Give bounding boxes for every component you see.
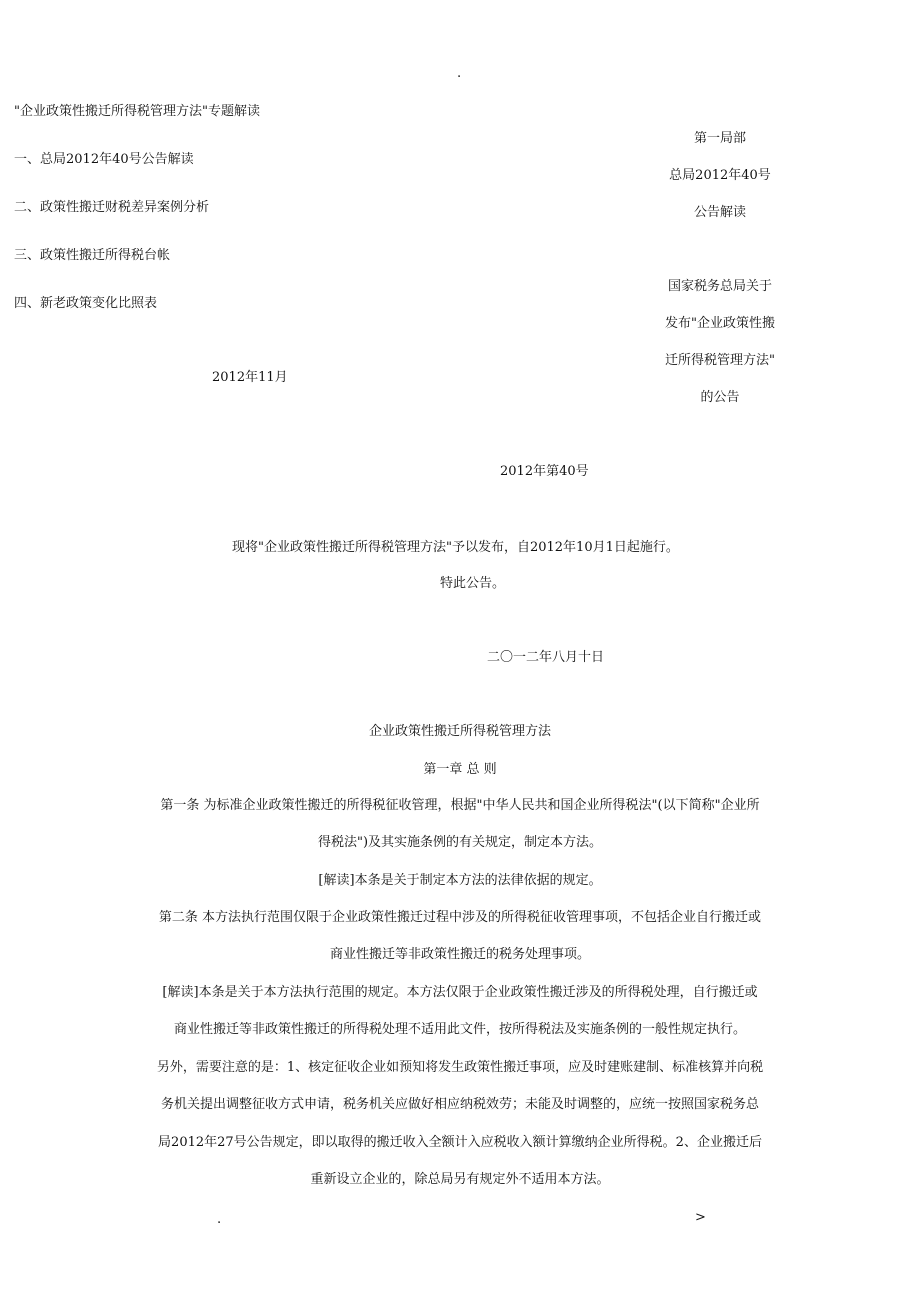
toc-item: 三、政策性搬迁所得税台帐	[14, 248, 171, 263]
announcement-date: 二〇一二年八月十日	[487, 650, 605, 665]
announcement-closing: 特此公告。	[440, 576, 506, 591]
notice-title-line: 的公告	[700, 390, 740, 405]
regulation-line: 局2012年27号公告规定，即以取得的搬迁收入全额计入应税收入额计算缴纳企业所得税。2、企业搬迁后	[158, 1135, 762, 1150]
footer-dot: .	[217, 1212, 222, 1227]
notice-title-line: 迁所得税管理方法"	[665, 353, 775, 368]
regulation-title: 企业政策性搬迁所得税管理方法	[368, 724, 551, 739]
regulation-line: [解读]本条是关于本方法执行范围的规定。本方法仅限于企业政策性搬迁涉及的所得税处理，自行搬迁或	[162, 985, 758, 1000]
part-label: 第一局部	[693, 131, 746, 146]
regulation-line: 第二条 本方法执行范围仅限于企业政策性搬迁过程中涉及的所得税征收管理事项，不包括企业自行搬迁或	[158, 910, 762, 925]
part-subtitle: 总局2012年40号	[669, 168, 771, 183]
footer-arrow: >	[695, 1210, 706, 1225]
notice-title-line: 发布"企业政策性搬	[665, 316, 775, 331]
chapter-heading: 第一章 总 则	[423, 762, 497, 777]
regulation-line: 重新设立企业的，除总局另有规定外不适用本方法。	[310, 1172, 610, 1187]
document-date: 2012年11月	[212, 370, 288, 385]
header-dot: .	[457, 66, 462, 81]
regulation-line: 商业性搬迁等非政策性搬迁的所得税处理不适用此文件，按所得税法及实施条例的一般性规定执行。	[173, 1022, 746, 1037]
announcement-body: 现将"企业政策性搬迁所得税管理方法"予以发布，自2012年10月1日起施行。	[232, 540, 679, 555]
part-subtitle: 公告解读	[693, 205, 746, 220]
toc-item: 四、新老政策变化比照表	[14, 296, 158, 311]
regulation-line: 第一条 为标准企业政策性搬迁的所得税征收管理，根据"中华人民共和国企业所得税法"(以下简称"企业所	[160, 798, 760, 813]
regulation-line: 商业性搬迁等非政策性搬迁的税务处理事项。	[329, 947, 590, 962]
announcement-number: 2012年第40号	[500, 464, 589, 479]
regulation-line: 务机关提出调整征收方式申请，税务机关应做好相应纳税效劳；未能及时调整的，应统一按照国家税务总	[160, 1097, 759, 1112]
regulation-line: 得税法")及其实施条例的有关规定，制定本方法。	[317, 835, 603, 850]
toc-item: 一、总局2012年40号公告解读	[14, 152, 194, 167]
regulation-line: 另外，需要注意的是：1、核定征收企业如预知将发生政策性搬迁事项，应及时建账建制、标准核算并向税	[156, 1060, 764, 1075]
toc-item: 二、政策性搬迁财税差异案例分析	[14, 200, 210, 215]
notice-title-line: 国家税务总局关于	[667, 279, 772, 294]
regulation-line: [解读]本条是关于制定本方法的法律依据的规定。	[318, 873, 602, 888]
document-title: "企业政策性搬迁所得税管理方法"专题解读	[14, 104, 260, 119]
